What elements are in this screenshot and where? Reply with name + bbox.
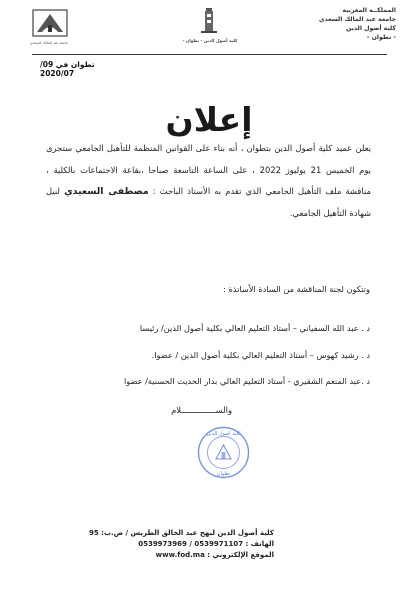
faculty-minaret-logo <box>198 6 220 34</box>
university-logo <box>32 8 68 38</box>
official-stamp <box>196 425 251 480</box>
header-line-city: - تطوان - <box>366 34 396 41</box>
footer-phone: الهاتف : 0539971107 / 0539973969 <box>138 540 274 548</box>
document-title: إعلان <box>165 100 253 139</box>
document-date: تطوان في 09/ 2020/07 <box>40 60 95 78</box>
committee-member-president: د . عبد الله السفياني – أستاذ التعليم العالي بكلية أصول الدين/ رئيسا <box>139 323 370 333</box>
stamp-bottom-text: تطوان <box>216 471 231 477</box>
footer-website: الموقع الإلكتروني : www.fod.ma <box>155 551 274 559</box>
header-line-kingdom: المملكــة المغربية <box>342 7 396 14</box>
closing-salutation: والســــــــــــــلام <box>171 405 232 415</box>
announcement-paragraph: يعلن عميد كلية أصول الدين بتطوان ، أنه بناء على القوانين المنظمة للتأهيل الجامعي ستجرى يوم الخميس 21 يوليوز 2022 ، على الساعة التاسعة صباحا ،بقاعة الاجتماعات بالكلية ، مناقشة ملف التأهيل الجامعي الذي تقدم به الأستاذ الباحث : <box>46 143 371 196</box>
footer-contact <box>74 528 274 561</box>
header-line-university: جامعة عبد المالك السعدي <box>318 16 396 23</box>
stamp-top-text: كلية أصول الدين <box>206 431 241 437</box>
header-divider <box>32 54 387 55</box>
header-line-faculty: كلية أصول الدين <box>346 25 396 32</box>
committee-member-2: د . رشيد كهوس – أستاذ التعليم العالي بكلية أصول الدين / عضوا. <box>151 350 370 360</box>
announcement-tail: لنيل شهادة التأهيل الجامعي. <box>46 186 371 218</box>
header-institution-block <box>276 6 396 42</box>
committee-member-3: د .عبد المنعم الشقيري - أستاذ التعليم العالي بدار الحديث الحسنية/ عضوا <box>124 376 370 386</box>
university-logo-caption: جامعة عبد المالك السعدي <box>29 41 69 45</box>
faculty-logo-caption: كلية أصول الدين - تطوان - <box>182 38 238 43</box>
announcement-body <box>46 138 371 224</box>
committee-intro: وتتكون لجنة المناقشة من السادة الأساتذة : <box>223 284 370 294</box>
footer-address: كلية أصول الدين لبهج عبد الخالق الطريس / ص.ب: 95 <box>88 529 274 537</box>
candidate-name: مصطفى السعيدي <box>64 186 149 197</box>
